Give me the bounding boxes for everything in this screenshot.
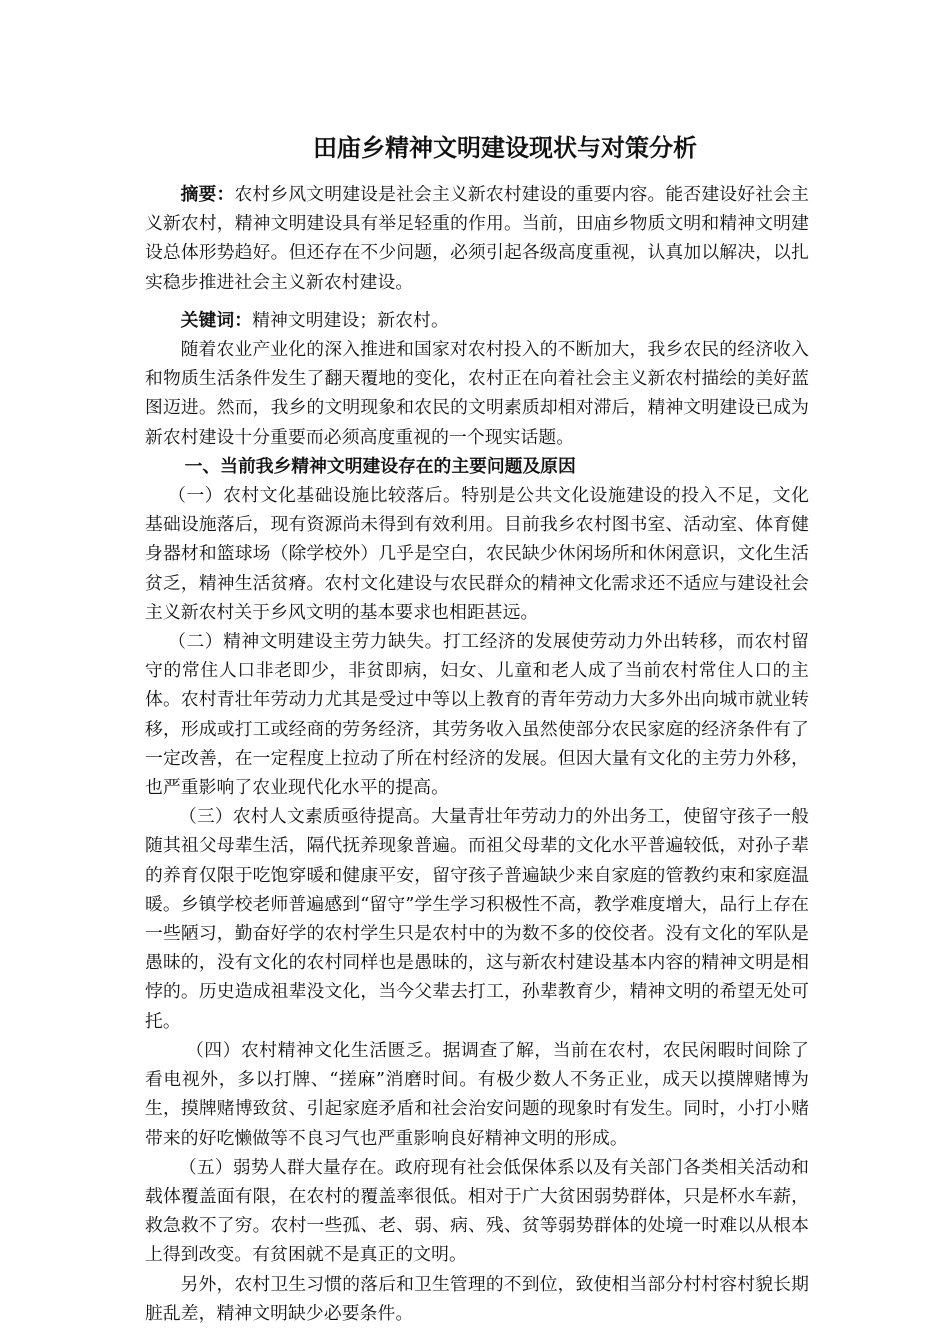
abstract-paragraph — [145, 180, 809, 297]
intro-paragraph: 随着农业产业化的深入推进和国家对农村投入的不断加大，我乡农民的经济收入和物质生活条件发生了翻天覆地的变化，农村正在向着社会主义新农村描绘的美好蓝图迈进。然而，我乡的文明现象和农民的文明素质却相对滞后，精神文明建设已成为新农村建设十分重要而必须高度重视的一个现实话题。 — [145, 339, 809, 448]
body-paragraph: （一）农村文化基础设施比较落后。特别是公共文化设施建设的投入不足，文化基础设施落后，现有资源尚未得到有效利用。目前我乡农村图书室、活动室、体育健身器材和篮球场（除学校外）几乎是空白，农民缺少休闲场所和休闲意识，文化生活贫乏，精神生活贫瘠。农村文化建设与农民群众的精神文化需求还不适应与建设社会主义新农村关于乡风文明的基本要求也相距甚远。 — [145, 485, 809, 623]
body-paragraph: 另外，农村卫生习惯的落后和卫生管理的不到位，致使相当部分村村容村貌长期脏乱差，精神文明缺少必要条件。 — [145, 1273, 809, 1324]
body-paragraph: （三）农村人文素质亟待提高。大量青壮年劳动力的外出务工，使留守孩子一般随其祖父母辈生活，隔代抚养现象普遍。而祖父母辈的文化水平普遍较低，对孙子辈的养育仅限于吃饱穿暖和健康平安，留守孩子普遍缺少来自家庭的管教约束和家庭温暖。乡镇学校老师普遍感到“留守”学生学习积极性不高，教学难度增大，品行上存在一些陋习，勤奋好学的农村学生只是农村中的为数不多的佼佼者。没有文化的军队是愚昧的，没有文化的农村同样也是愚昧的，这与新农村建设基本内容的精神文明是相悖的。历史造成祖辈没文化，当今父辈去打工，孙辈教育少，精神文明的希望无处可托。 — [145, 806, 809, 1032]
body-paragraph: （二）精神文明建设主劳力缺失。打工经济的发展使劳动力外出转移，而农村留守的常住人口非老即少，非贫即病，妇女、儿童和老人成了当前农村常住人口的主体。农村青壮年劳动力尤其是受过中等以上教育的青年劳动力大多外出向城市就业转移，形成或打工或经商的劳务经济，其劳务收入虽然使部分农民家庭的经济条件有了一定改善，在一定程度上拉动了所在村经济的发展。但因大量有文化的主劳力外移，也严重影响了农业现代化水平的提高。 — [145, 631, 809, 799]
section-heading: 一、当前我乡精神文明建设存在的主要问题及原因 — [184, 455, 576, 477]
keywords-text: 精神文明建设；新农村。 — [252, 309, 449, 331]
abstract-label: 摘要： — [180, 184, 235, 205]
keywords-label: 关键词： — [180, 309, 253, 331]
abstract-text: 农村乡风文明建设是社会主义新农村建设的重要内容。能否建设好社会主义新农村，精神文明建设具有举足轻重的作用。当前，田庙乡物质文明和精神文明建设总体形势趋好。但还存在不少问题，必须引起各级高度重视，认真加以解决，以扎实稳步推进社会主义新农村建设。 — [145, 184, 809, 293]
keywords-paragraph — [145, 306, 809, 335]
body-paragraph: （四）农村精神文化生活匮乏。据调查了解，当前在农村，农民闲暇时间除了看电视外，多以打牌、“搓麻”消磨时间。有极少数人不务正业，成天以摸牌赌博为生，摸牌赌博致贫、引起家庭矛盾和社会治安问题的现象时有发生。同时，小打小赌带来的好吃懒做等不良习气也严重影响良好精神文明的形成。 — [145, 1039, 809, 1149]
document-page — [145, 130, 809, 1328]
document-title: 田庙乡精神文明建设现状与对策分析 — [313, 134, 697, 162]
body-paragraph: （五）弱势人群大量存在。政府现有社会低保体系以及有关部门各类相关活动和载体覆盖面有限，在农村的覆盖率很低。相对于广大贫困弱势群体，只是杯水车薪，救急救不了穷。农村一些孤、老、弱、病、残、贫等弱势群体的处境一时难以从根本上得到改变。有贫困就不是真正的文明。 — [145, 1156, 809, 1266]
